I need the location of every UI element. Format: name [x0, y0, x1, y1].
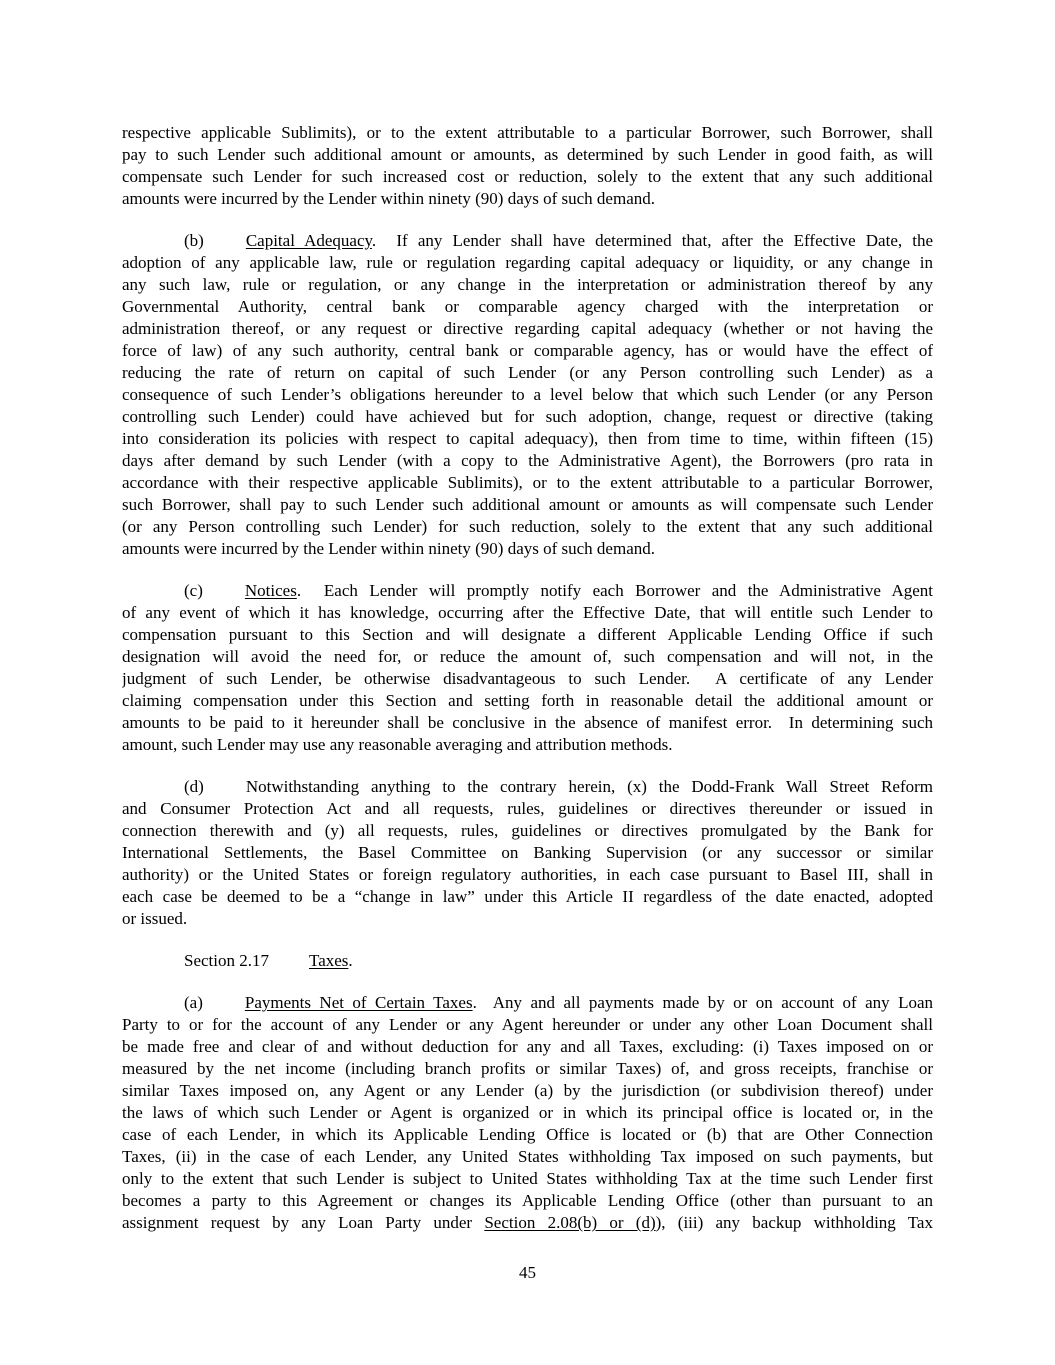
- text-run: amount, such Lender may use any reasonable averaging and attribution methods.: [122, 735, 673, 754]
- text-line: [122, 646, 933, 668]
- paragraph-a-payments-net-of-certain-taxes: [122, 992, 933, 1234]
- first-line-indent: [122, 965, 184, 966]
- text-run: (c): [184, 581, 203, 600]
- text-line: [122, 950, 933, 972]
- text-run: Party to or for the account of any Lender or any Agent hereunder or under any other Loan Document shall: [122, 1015, 933, 1034]
- text-run: (a): [184, 993, 203, 1012]
- text-run: Notwithstanding anything to the contrary herein, (x) the Dodd-Frank Wall Street Reform: [245, 777, 933, 796]
- text-run: (b): [184, 231, 204, 250]
- text-line: [122, 712, 933, 734]
- text-run: . Any and all payments made by or on account of any Loan: [472, 993, 933, 1012]
- text-line: [122, 908, 933, 930]
- first-line-indent: [122, 791, 184, 792]
- text-line: [122, 252, 933, 274]
- text-line: [122, 384, 933, 406]
- text-line: [122, 1146, 933, 1168]
- text-run: connection therewith and (y) all requests, rules, guidelines or directives promulgated by the Bank for: [122, 821, 933, 840]
- text-run: each case be deemed to be a “change in law” under this Article II regardless of the date enacted, adopted: [122, 887, 933, 906]
- text-run: days after demand by such Lender (with a copy to the Administrative Agent), the Borrowers (pro rata in: [122, 451, 933, 470]
- text-run: force of law) of any such authority, central bank or comparable agency, has or would have the effect of: [122, 341, 933, 360]
- tab-spacer: [269, 965, 309, 966]
- text-run: case of each Lender, in which its Applicable Lending Office is located or (b) that are Other Connection: [122, 1125, 933, 1144]
- text-run: and Consumer Protection Act and all requests, rules, guidelines or directives thereunder or issued in: [122, 799, 933, 818]
- text-run: reducing the rate of return on capital of such Lender (or any Person controlling such Lender) as a: [122, 363, 933, 382]
- text-run: or issued.: [122, 909, 188, 928]
- tab-spacer: [203, 595, 245, 596]
- text-run: amounts were incurred by the Lender within ninety (90) days of such demand.: [122, 539, 655, 558]
- text-run: becomes a party to this Agreement or changes its Applicable Lending Office (other than pursuant to an: [122, 1191, 933, 1210]
- text-run: consequence of such Lender’s obligations hereunder to a level below that which such Lender (or any Person: [122, 385, 933, 404]
- text-line: [122, 318, 933, 340]
- text-run: into consideration its policies with respect to capital adequacy), then from time to time, within fifteen (15): [122, 429, 933, 448]
- text-line: [122, 296, 933, 318]
- text-line: [122, 1102, 933, 1124]
- text-line: [122, 1014, 933, 1036]
- text-run: administration thereof, or any request or directive regarding capital adequacy (whether or not having the: [122, 319, 933, 338]
- underlined-term: Payments Net of Certain Taxes: [244, 993, 473, 1012]
- text-line: [122, 602, 933, 624]
- text-line: [122, 340, 933, 362]
- text-run: be made free and clear of and without deduction for any and all Taxes, excluding: (i) Taxes imposed on or: [122, 1037, 933, 1056]
- text-line: [122, 1058, 933, 1080]
- text-line: [122, 734, 933, 756]
- text-line: [122, 494, 933, 516]
- text-line: [122, 1212, 933, 1234]
- text-run: .: [348, 951, 353, 970]
- text-run: amounts to be paid to it hereunder shall be conclusive in the absence of manifest error. In determining such: [122, 713, 933, 732]
- text-line: [122, 776, 933, 798]
- paragraph-b-capital-adequacy: [122, 230, 933, 560]
- continuation-paragraph: [122, 122, 933, 210]
- text-line: [122, 690, 933, 712]
- text-run: . Each Lender will promptly notify each Borrower and the Administrative Agent: [296, 581, 933, 600]
- paragraph-c-notices: [122, 580, 933, 756]
- text-run: . If any Lender shall have determined that, after the Effective Date, the: [371, 231, 933, 250]
- text-run: Governmental Authority, central bank or comparable agency charged with the interpretation or: [122, 297, 933, 316]
- text-run: International Settlements, the Basel Committee on Banking Supervision (or any successor or similar: [122, 843, 933, 862]
- text-line: [122, 428, 933, 450]
- page-number: 45: [519, 1263, 536, 1282]
- tab-spacer: [203, 1007, 245, 1008]
- text-line: [122, 820, 933, 842]
- text-run: similar Taxes imposed on, any Agent or any Lender (a) by the jurisdiction (or subdivision thereof) under: [122, 1081, 933, 1100]
- text-run: Section 2.17: [184, 951, 269, 970]
- text-run: such Borrower, shall pay to such Lender such additional amount or amounts as will compensate such Lender: [122, 495, 933, 514]
- text-line: [122, 362, 933, 384]
- text-line: [122, 538, 933, 560]
- text-line: [122, 516, 933, 538]
- paragraph-d-basel: [122, 776, 933, 930]
- text-line: [122, 472, 933, 494]
- text-run: authority) or the United States or foreign regulatory authorities, in each case pursuant to Basel III, shall in: [122, 865, 933, 884]
- text-run: claiming compensation under this Section and setting forth in reasonable detail the additional amount or: [122, 691, 933, 710]
- underlined-term: Section 2.08(b) or (d): [484, 1213, 656, 1232]
- text-line: [122, 274, 933, 296]
- text-line: [122, 864, 933, 886]
- text-line: [122, 798, 933, 820]
- text-run: (or any Person controlling such Lender) for such reduction, solely to the extent that any such additional: [122, 517, 933, 536]
- text-line: [122, 1124, 933, 1146]
- section-2-17-heading: [122, 950, 933, 972]
- text-run: amounts were incurred by the Lender within ninety (90) days of such demand.: [122, 189, 655, 208]
- first-line-indent: [122, 1007, 184, 1008]
- text-line: [122, 992, 933, 1014]
- text-line: [122, 886, 933, 908]
- text-run: the laws of which such Lender or Agent is organized or in which its principal office is located or, in the: [122, 1103, 933, 1122]
- underlined-term: Taxes: [309, 951, 349, 970]
- text-line: [122, 1036, 933, 1058]
- text-run: respective applicable Sublimits), or to the extent attributable to a particular Borrower, such Borrower, shall: [122, 123, 933, 142]
- text-run: compensate such Lender for such increased cost or reduction, solely to the extent that any such additional: [122, 167, 933, 186]
- first-line-indent: [122, 595, 184, 596]
- text-line: [122, 1080, 933, 1102]
- text-line: [122, 1168, 933, 1190]
- text-line: [122, 188, 933, 210]
- text-line: [122, 450, 933, 472]
- text-line: [122, 580, 933, 602]
- text-run: adoption of any applicable law, rule or regulation regarding capital adequacy or liquidity, or any change in: [122, 253, 933, 272]
- text-run: designation will avoid the need for, or reduce the amount of, such compensation and will not, in the: [122, 647, 933, 666]
- text-run: pay to such Lender such additional amount or amounts, as determined by such Lender in good faith, as will: [122, 145, 933, 164]
- text-line: [122, 166, 933, 188]
- tab-spacer: [204, 791, 246, 792]
- text-run: controlling such Lender) could have achieved but for such adoption, change, request or directive (taking: [122, 407, 933, 426]
- text-line: [122, 144, 933, 166]
- tab-spacer: [204, 245, 246, 246]
- text-line: [122, 406, 933, 428]
- text-line: [122, 122, 933, 144]
- text-run: judgment of such Lender, be otherwise disadvantageous to such Lender. A certificate of any Lender: [122, 669, 933, 688]
- text-line: [122, 668, 933, 690]
- text-run: Taxes, (ii) in the case of each Lender, any United States withholding Tax imposed on such payments, but: [122, 1147, 933, 1166]
- text-line: [122, 624, 933, 646]
- text-run: assignment request by any Loan Party under: [122, 1213, 485, 1232]
- text-run: measured by the net income (including branch profits or similar Taxes) of, and gross receipts, franchise or: [122, 1059, 933, 1078]
- page-body-text: [122, 122, 933, 1234]
- text-run: compensation pursuant to this Section and will designate a different Applicable Lending Office if such: [122, 625, 933, 644]
- text-run: (d): [184, 777, 204, 796]
- text-run: any such law, rule or regulation, or any change in the interpretation or administration thereof by any: [122, 275, 933, 294]
- text-run: ), (iii) any backup withholding Tax: [655, 1213, 933, 1232]
- text-run: only to the extent that such Lender is subject to United States withholding Tax at the time such Lender first: [122, 1169, 933, 1188]
- first-line-indent: [122, 245, 184, 246]
- text-line: [122, 230, 933, 252]
- text-line: [122, 842, 933, 864]
- underlined-term: Capital Adequacy: [245, 231, 372, 250]
- text-run: of any event of which it has knowledge, occurring after the Effective Date, that will entitle such Lender to: [122, 603, 933, 622]
- text-line: [122, 1190, 933, 1212]
- text-run: accordance with their respective applicable Sublimits), or to the extent attributable to a particular Borrower,: [122, 473, 933, 492]
- underlined-term: Notices: [244, 581, 297, 600]
